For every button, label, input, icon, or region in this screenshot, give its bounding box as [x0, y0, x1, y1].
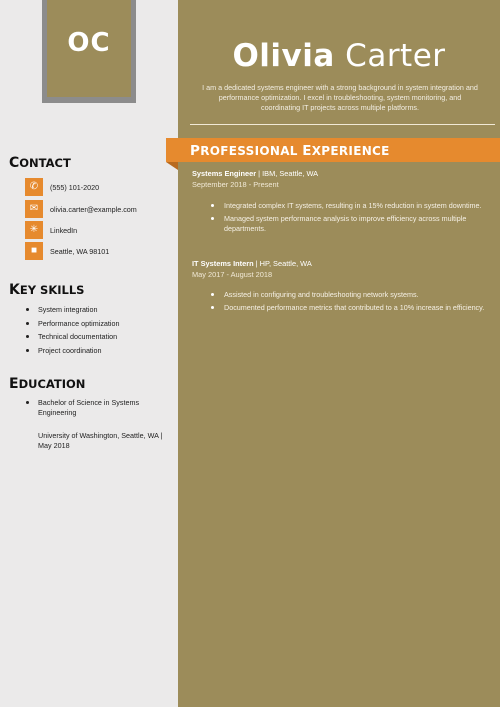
- email-icon: ✉: [25, 200, 43, 218]
- first-name: Olivia: [232, 38, 335, 74]
- list-item: Assisted in configuring and troubleshooting network systems.: [211, 290, 491, 300]
- job-dates: May 2017 - August 2018: [192, 270, 273, 279]
- job-bullets: [211, 201, 491, 236]
- job-heading: [192, 259, 312, 269]
- phone-text: (555) 101-2020: [50, 182, 100, 192]
- contact-email[interactable]: [25, 200, 137, 218]
- education-degree: Bachelor of Science in Systems Engineering: [26, 398, 156, 417]
- summary: I am a dedicated systems engineer with a strong background in system integration and performance optimization. I excel in troubleshooting, system monitoring, and coordinating IT projects across multiple platforms.: [202, 83, 478, 112]
- sidebar: [0, 0, 178, 707]
- job-title: Systems Engineer: [192, 169, 257, 178]
- contact-heading: CONTACT: [9, 155, 71, 171]
- education-list: [26, 398, 156, 417]
- divider: [190, 124, 495, 125]
- list-item: System integration: [26, 305, 166, 315]
- job-company: | HP, Seattle, WA: [253, 259, 312, 268]
- list-item: Managed system performance analysis to improve efficiency across multiple departments.: [211, 214, 491, 234]
- education-institution: University of Washington, Seattle, WA | May 2018: [38, 431, 163, 450]
- skills-list: [26, 305, 166, 355]
- job-heading: [192, 169, 318, 179]
- skills-heading: KEY SKILLS: [9, 282, 85, 298]
- contact-linkedin[interactable]: [25, 221, 77, 239]
- list-item: Integrated complex IT systems, resulting in a 15% reduction in system downtime.: [211, 201, 491, 211]
- linkedin-icon: ✳: [25, 221, 43, 239]
- job-title: IT Systems Intern: [192, 259, 254, 268]
- banner-fold: [166, 162, 178, 170]
- monogram-box: [47, 0, 131, 97]
- last-name: Carter: [345, 38, 446, 74]
- contact-location: [25, 242, 109, 260]
- list-item: Technical documentation: [26, 332, 166, 342]
- email-text[interactable]: olivia.carter@example.com: [50, 204, 137, 214]
- education-heading: EDUCATION: [9, 376, 86, 392]
- monogram: OC: [67, 27, 111, 58]
- list-item: Documented performance metrics that contributed to a 10% increase in efficiency.: [211, 303, 491, 313]
- linkedin-text[interactable]: LinkedIn: [50, 225, 78, 235]
- job-bullets: [211, 290, 491, 316]
- job-company: | IBM, Seattle, WA: [256, 169, 319, 178]
- list-item: Performance optimization: [26, 319, 166, 329]
- location-text: Seattle, WA 98101: [50, 246, 110, 256]
- experience-heading: PROFESSIONAL EXPERIENCE: [190, 143, 390, 159]
- contact-phone: [25, 178, 99, 196]
- list-item: Project coordination: [26, 346, 166, 356]
- main-panel: [178, 0, 500, 707]
- location-icon: ■: [25, 242, 43, 260]
- job-dates: September 2018 - Present: [192, 180, 279, 189]
- phone-icon: ✆: [25, 178, 43, 196]
- candidate-name: [178, 38, 500, 74]
